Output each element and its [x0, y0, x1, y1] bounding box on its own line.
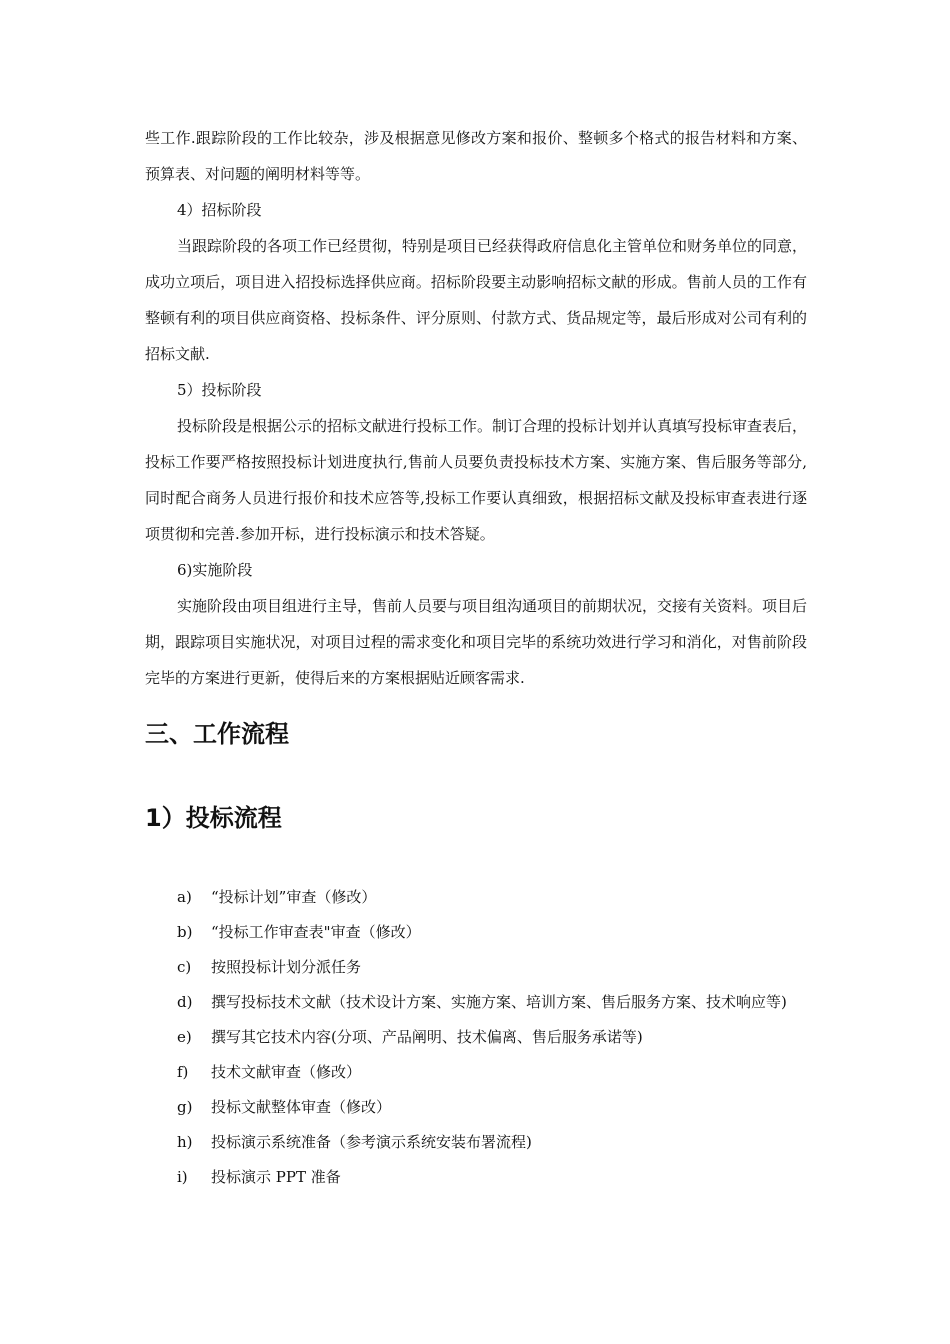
list-marker: g): [177, 1098, 193, 1116]
continued-paragraph: 些工作.跟踪阶段的工作比较杂，涉及根据意见修改方案和报价、整顿多个格式的报告材料和方案、预算表、对问题的阐明材料等等。: [145, 129, 807, 183]
list-marker: a): [177, 888, 192, 906]
list-item: [145, 950, 807, 985]
list-item-text: 投标文献整体审查（修改）: [211, 1098, 392, 1116]
list-marker: c): [177, 958, 192, 976]
list-item: [145, 985, 807, 1020]
stage-5-body: 投标阶段是根据公示的招标文献进行投标工作。制订合理的投标计划并认真填写投标审查表后，投标工作要严格按照投标计划进度执行,售前人员要负责投标技术方案、实施方案、售后服务等部分,同时配合商务人员进行报价和技术应答等,投标工作要认真细致，根据招标文献及投标审查表进行逐项贯彻和完善.参加开标，进行投标演示和技术答疑。: [145, 417, 808, 543]
list-item-text: 技术文献审查（修改）: [211, 1063, 362, 1081]
list-marker: b): [177, 923, 193, 941]
list-marker: i): [177, 1168, 188, 1186]
list-item: [145, 915, 807, 950]
stage-4-heading: 4）招标阶段: [177, 201, 262, 219]
section-title: 三、工作流程: [145, 720, 289, 748]
list-item-text: 撰写其它技术内容(分项、产品阐明、技术偏离、售后服务承诺等): [211, 1028, 643, 1046]
stage-6-body: 实施阶段由项目组进行主导，售前人员要与项目组沟通项目的前期状况，交接有关资料。项目后期，跟踪项目实施状况，对项目过程的需求变化和项目完毕的系统功效进行学习和消化，对售前阶段完毕的方案进行更新，使得后来的方案根据贴近顾客需求.: [145, 597, 808, 687]
list-item-text: 按照投标计划分派任务: [211, 958, 362, 976]
list-item: [145, 1055, 807, 1090]
list-marker: f): [177, 1063, 189, 1081]
stage-4-body: 当跟踪阶段的各项工作已经贯彻，特别是项目已经获得政府信息化主管单位和财务单位的同意，成功立项后，项目进入招投标选择供应商。招标阶段要主动影响招标文献的形成。售前人员的工作有整顿有利的项目供应商资格、投标条件、评分原则、付款方式、货品规定等，最后形成对公司有利的招标文献.: [145, 237, 808, 363]
list-marker: h): [177, 1133, 193, 1151]
list-item-text: 投标演示 PPT 准备: [211, 1168, 341, 1186]
list-item: [145, 1090, 807, 1125]
subsection-title: 1）投标流程: [145, 804, 282, 832]
stage-6-heading: 6)实施阶段: [177, 561, 253, 579]
bid-steps-list: [145, 880, 807, 1195]
list-item: [145, 1125, 807, 1160]
list-item: [145, 1160, 807, 1195]
stage-5-heading: 5）投标阶段: [177, 381, 262, 399]
list-item: [145, 1020, 807, 1055]
list-item-text: “投标工作审查表"审查（修改）: [211, 923, 421, 941]
list-item-text: 投标演示系统准备（参考演示系统安装布署流程): [211, 1133, 532, 1151]
list-item-text: “投标计划”审查（修改）: [211, 888, 377, 906]
list-marker: d): [177, 993, 193, 1011]
list-item: [145, 880, 807, 915]
list-item-text: 撰写投标技术文献（技术设计方案、实施方案、培训方案、售后服务方案、技术响应等): [211, 993, 787, 1011]
list-marker: e): [177, 1028, 192, 1046]
document-page: [145, 120, 807, 1195]
